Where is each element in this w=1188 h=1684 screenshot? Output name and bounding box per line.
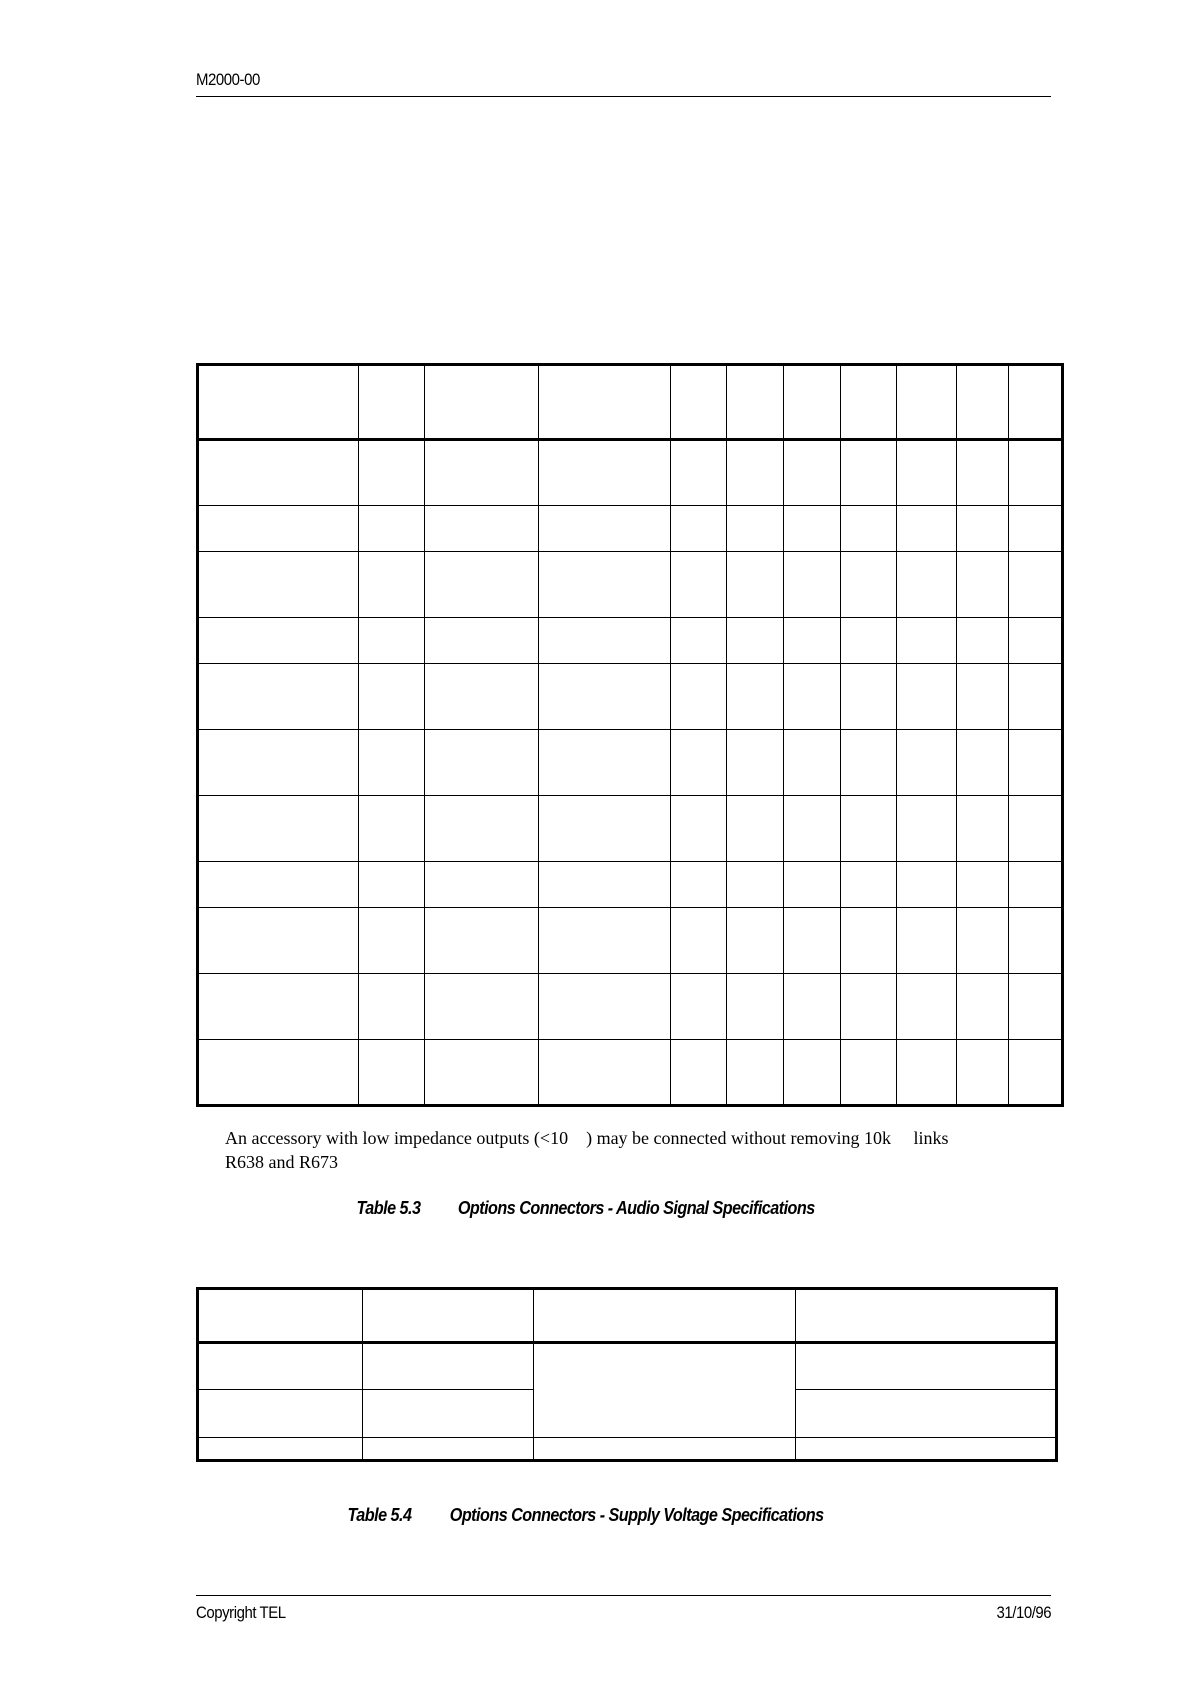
table-row xyxy=(198,618,1063,664)
caption-title: Options Connectors - Supply Voltage Specifications xyxy=(449,1505,824,1525)
page-header-doc-id: M2000-00 xyxy=(196,70,260,89)
table-row xyxy=(198,730,1063,796)
table-row xyxy=(198,664,1063,730)
table-row xyxy=(198,1040,1063,1106)
caption-number: Table 5.4 xyxy=(347,1505,412,1525)
table-5-4-caption xyxy=(0,1505,1188,1526)
table-row xyxy=(198,506,1063,552)
footer-rule xyxy=(196,1595,1051,1596)
table-row xyxy=(198,908,1063,974)
table-header-row xyxy=(198,365,1063,440)
table-header-row xyxy=(198,1289,1057,1343)
table-row xyxy=(198,1343,1057,1390)
footnote-line-1: An accessory with low impedance outputs (<10 ) may be connected without removing 10k links xyxy=(225,1128,949,1148)
table-row xyxy=(198,1438,1057,1461)
footnote-line-2: R638 and R673 xyxy=(225,1152,339,1172)
table-row xyxy=(198,796,1063,862)
caption-title: Options Connectors - Audio Signal Specifications xyxy=(458,1198,815,1218)
header-rule xyxy=(196,96,1051,97)
caption-number: Table 5.3 xyxy=(356,1198,421,1218)
table-row xyxy=(198,552,1063,618)
footer-date: 31/10/96 xyxy=(996,1603,1051,1622)
table-row xyxy=(198,974,1063,1040)
footer-copyright: Copyright TEL xyxy=(196,1603,286,1622)
supply-voltage-spec-table xyxy=(196,1287,1058,1462)
table-5-3-footnote xyxy=(225,1126,1055,1174)
table-row xyxy=(198,440,1063,506)
table-5-3-caption xyxy=(0,1198,1188,1219)
table-row xyxy=(198,862,1063,908)
audio-signal-spec-table xyxy=(196,363,1064,1107)
